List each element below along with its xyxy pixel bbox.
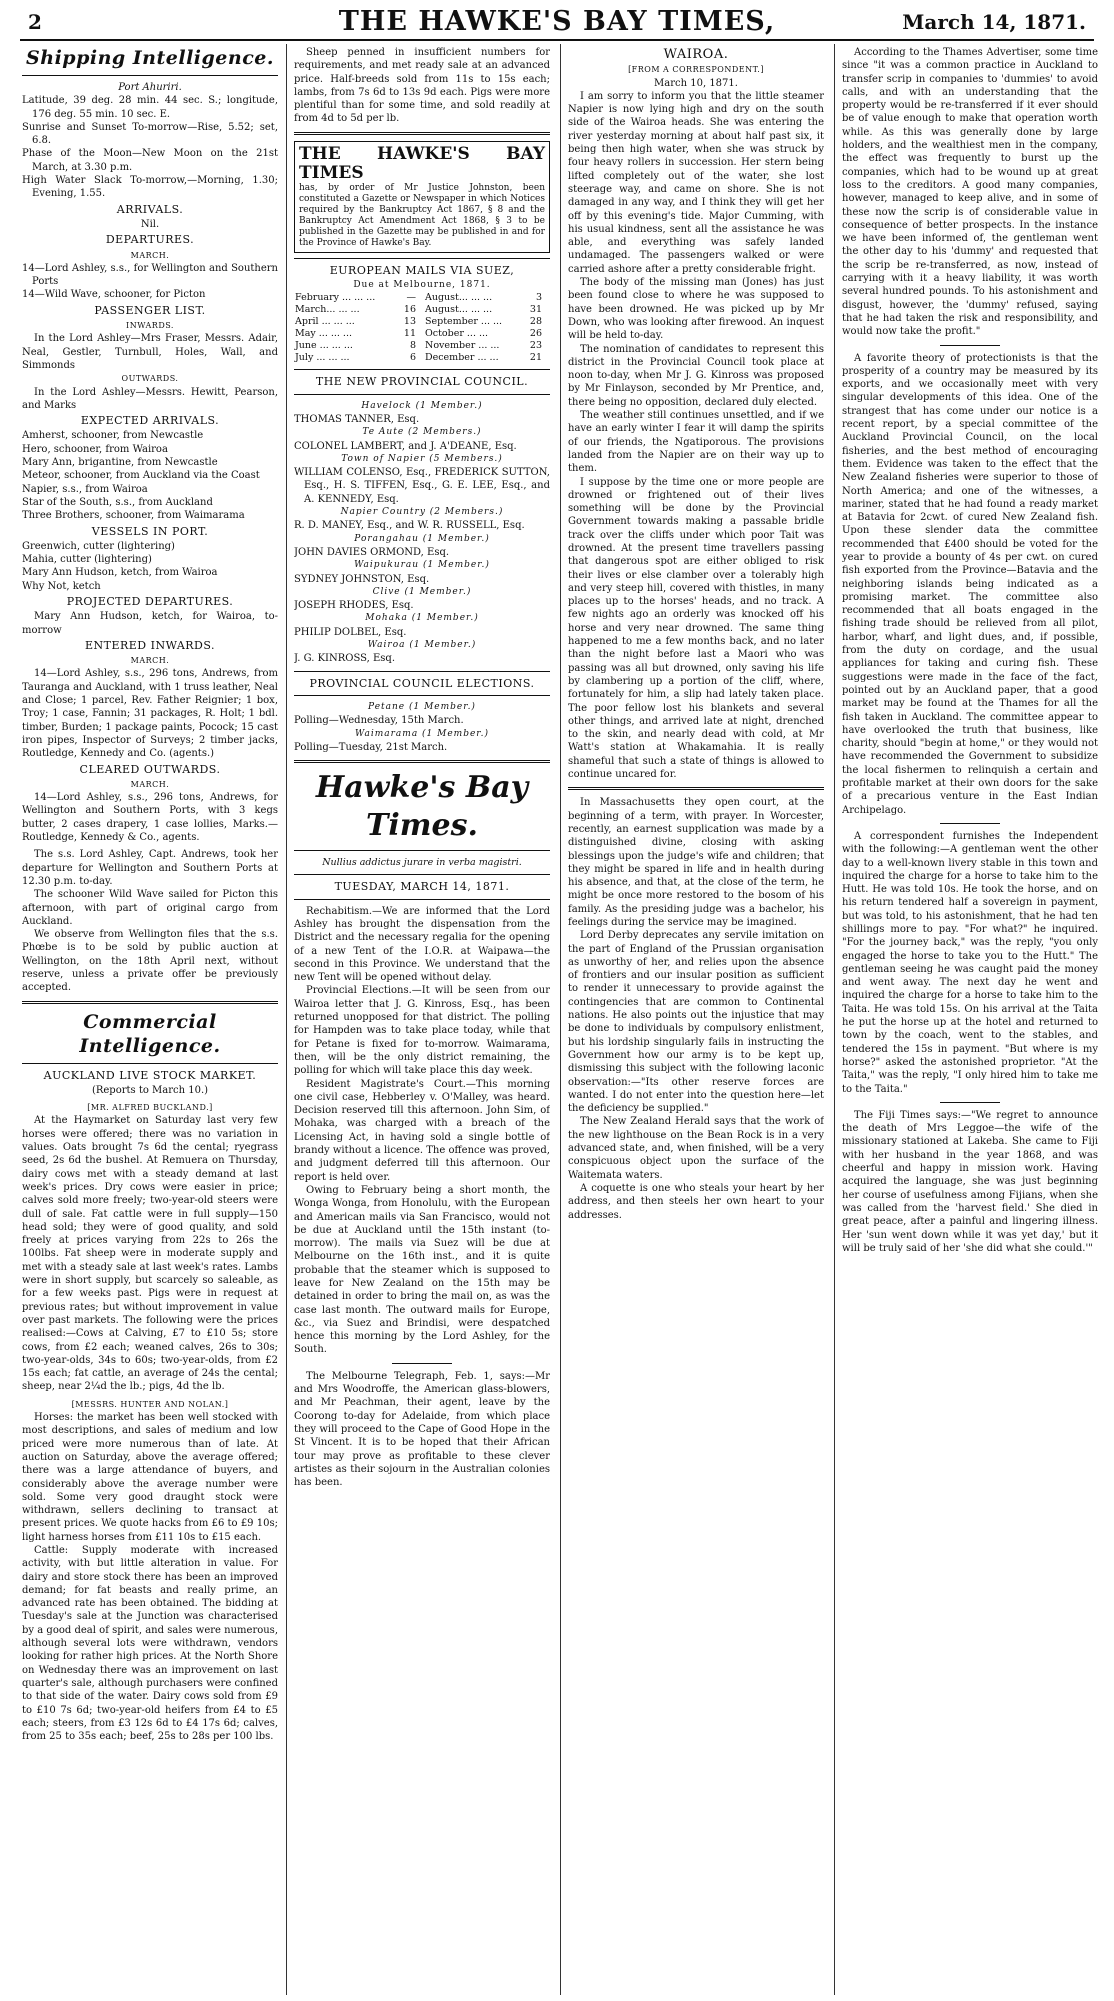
entered-item: 14—Lord Ashley, s.s., 296 tons, Andrews, from Tauranga and Auckland, with 1 truss leather, Neal and Close; 1 parcel, Rev. Father Reignier; 1 box, Troy; 1 case, Fannin; 31 packages, R. Holt; 1 bdl. timber, Burden; 1 package paints, Pocock; 15 cast iron pipes, Inspector of Surveys; 2 timber jacks, Routledge, Kennedy and Co. (agents.): [22, 668, 278, 760]
massachusetts-item: In Massachusetts they open court, at the beginning of a term, with prayer. In Worcester, recently, an earnest supplication was made by a distinguished divine, closing with asking blessings upon the judge's wife and children; that they might be spared in life and in health during his absence, and that, at the close of the term, he might be once more restored to the bosom of his family. As the presiding judge was a bachelor, his feelings during the service may be imagined.: [568, 797, 824, 928]
election-district: Waimarama (1 Member.): [355, 728, 489, 739]
hunter-horses: Horses: the market has been well stocked with most descriptions, and sales of medium and low priced were more numerous than of late. At auction on Saturday, above the average offered; there was a large attendance of buyers, and considerably above the average number were sold. Some very good draught stock were withdrawn, sellers declining to transact at present prices. We quote hacks from £6 to £9 10s; light harness horses from £11 10s to £15 each.: [22, 1412, 278, 1543]
newspaper-title: THE HAWKE'S BAY TIMES,: [338, 6, 776, 37]
arrivals-nil: Nil.: [140, 218, 160, 230]
gazette-notice-title: THE HAWKE'S BAY TIMES: [299, 143, 545, 183]
issue-date: March 14, 1871.: [902, 10, 1086, 34]
table-row: [294, 292, 550, 304]
cleared-heading: CLEARED OUTWARDS.: [79, 762, 221, 776]
paper-motto: Nullius addictus jurare in verba magistri.: [322, 857, 522, 869]
divider: [940, 345, 1000, 346]
divider: [568, 787, 824, 790]
election-polling: Polling—Wednesday, 15th March.: [294, 715, 464, 727]
month-label: MARCH.: [130, 250, 170, 260]
mail-day: —: [406, 292, 416, 304]
council-district: Waipukurau (1 Member.): [354, 560, 490, 571]
mail-month: May ... ... ...: [295, 328, 352, 340]
council-member: WILLIAM COLENSO, Esq., FREDERICK SUTTON, Esq., H. S. TIFFEN, Esq., G. E. LEE, Esq., and A. KENNEDY, Esq.: [294, 467, 550, 505]
passenger-heading: PASSENGER LIST.: [94, 303, 206, 317]
divider: [940, 823, 1000, 824]
mail-day: 6: [409, 352, 416, 364]
council-district: Clive (1 Member.): [372, 586, 472, 597]
council-district: Mohaka (1 Member.): [365, 613, 479, 624]
gazette-notice-body: has, by order of Mr Justice Johnston, been constituted a Gazette or Newspaper in which Notices required by the Bankruptcy Act 1867, § 8 and the Bankruptcy Act Amendment Act 1868, § 3 to be published in the Gazette may be published in and for the Province of Hawke's Bay.: [299, 182, 545, 248]
mails-subheading: Due at Melbourne, 1871.: [353, 280, 491, 291]
vessel-item: Mary Ann Hudson, ketch, from Wairoa: [22, 567, 218, 579]
table-row: [294, 316, 550, 328]
mail-month: July ... ... ...: [295, 352, 350, 364]
livery-item: A correspondent furnishes the Independent with the following:—A gentleman went the other day to a well-known livery stable in this town and inquired the charge for a horse to take him to the Hutt. He was told 10s. He took the horse, and on his return tendered half a sovereign in payment, but was told, to his astonishment, that he had ten shillings more to pay. "For what?" he inquired. "For the journey back," was the reply, "you only engaged the horse to take you to the Hutt." The gentleman seeing he was caught paid the money and went away. The next day he went and inquired the charge for a horse to take him to the Taita. He was told 15s. On his arrival at the Taita he put the horse up at the hotel and returned to town by the coach, went to the stables, and tendered the 15s in payment. "But where is my horse?" asked the astonished proprietor. "At the Taita," was the reply, "I only hired him to take me to the Taita.": [842, 830, 1098, 1095]
passengers-inwards: In the Lord Ashley—Mrs Fraser, Messrs. Adair, Neal, Gestler, Turnbull, Holes, Wall, and Simmonds: [22, 333, 278, 371]
council-member: THOMAS TANNER, Esq.: [294, 413, 420, 425]
council-district: Napier Country (2 Members.): [340, 507, 504, 518]
fisheries-item: A favorite theory of protectionists is that the prosperity of a country may be measured by its exports, and we occasionally meet with very singular developments of this idea. One of the strangest that has come under our notice is a recent report, by a special committee of the Auckland Provincial Council, on the local fisheries, and the best method of encouraging them. Evidence was taken to the effect that the New Zealand fisheries were superior to those of North America; and one of the witnesses, a mariner, stated that he had found a ready market at Batavia for 2cwt. of cured New Zealand fish. Upon these slender data the committee recommended that £400 should be voted for the year to provide a bounty of 4s per cwt. on cured fish exported from the Province—Batavia and the neighboring islands being indicated as a promising market. The committee also recommended that all boats engaged in the fishing trade should be relieved from all pilot, harbor, wharf, and light dues, and, if possible, from the duty on cordage, and the usual appliances for taking and curing fish. These suggestions were made in the face of the fact, pointed out by an Auckland paper, that a good market may be found at the Thames for all the fish taken in Auckland. The committee appear to have overlooked the truth that business, like charity, should "begin at home," or they would not have recommended the Government to subsidize the local fishermen to relinquish a certain and profitable market at their own doors for the sake of a precarious venture in the East Indian Archipelago.: [842, 352, 1098, 816]
elections-item: Provincial Elections.—It will be seen from our Wairoa letter that J. G. Kinross, Esq., has been returned unopposed for that district. The polling for Hampden was to take place today, while that for Petane is fixed for to-morrow. Waimarama, then, will be the only district remaining, the polling for which will take place this day week.: [294, 985, 550, 1077]
council-district: Wairoa (1 Member.): [367, 640, 477, 651]
inwards-label: INWARDS.: [126, 321, 174, 331]
shipping-heading: Shipping Intelligence.: [26, 47, 274, 69]
expected-item: Meteor, schooner, from Auckland via the Coast: [22, 470, 260, 482]
correspondent-label: [FROM A CORRESPONDENT.]: [628, 65, 764, 75]
month-label: MARCH.: [130, 656, 170, 666]
divider: [294, 695, 550, 696]
mail-day: 23: [529, 340, 542, 352]
mail-month: June ... ... ...: [295, 340, 353, 352]
mail-day: 3: [535, 292, 542, 304]
masthead-rule: [20, 39, 1094, 41]
departure-item: 14—Wild Wave, schooner, for Picton: [22, 289, 206, 301]
expected-item: Hero, schooner, from Wairoa: [22, 443, 168, 455]
buckland-report: At the Haymarket on Saturday last very few horses were offered; there was no variation in values. Oats brought 7s 6d the cental; ryegrass seed, 2s 6d the bushel. At Remuera on Thursday, dairy cows met with a steady demand at last week's prices. Dry cows were easier in price; calves sold more freely; two-year-old steers were dull of sale. Fat cattle were in full supply—150 head sold; they were of good quality, and sold freely at prices varying from 22s to 26s the 100lbs. Fat sheep were in moderate supply and met with a steady sale at last week's rates. Lambs were in short supply, but scarcely so saleable, as for a few weeks past. Pigs were in request at previous rates; but without improvement in value over past markets. The following were the prices realised:—Cows at Calving, £7 to £10 5s; store cows, from £2 each; weaned calves, 26s to 30s; two-year-olds, 34s to 60s; two-year-olds, from £2 15s each; fat cattle, an average of 24s the cental; sheep, near 2¼d the lb.; pigs, 4d the lb.: [22, 1115, 278, 1393]
table-row: [294, 328, 550, 340]
vessels-heading: VESSELS IN PORT.: [91, 524, 209, 538]
mail-month: April ... ... ...: [295, 316, 355, 328]
council-member: JOSEPH RHODES, Esq.: [294, 600, 414, 612]
council-district: Porangahau (1 Member.): [354, 533, 490, 544]
gazette-notice: [294, 141, 550, 253]
moon-phase-text: Phase of the Moon—New Moon on the 21st March, at 3.30 p.m.: [22, 148, 278, 173]
council-district: Te Aute (2 Members.): [362, 427, 482, 438]
vessel-item: Mahia, cutter (lightering): [22, 554, 152, 566]
divider: [294, 760, 550, 763]
expected-heading: EXPECTED ARRIVALS.: [80, 414, 220, 428]
table-row: [294, 352, 550, 364]
mail-day: 11: [403, 328, 416, 340]
column-divider: [286, 44, 287, 1995]
coquette-item: A coquette is one who steals your heart by her address, and then steels her own heart to your addresses.: [568, 1182, 824, 1221]
fiji-item: The Fiji Times says:—"We regret to announce the death of Mrs Leggoe—the wife of the missionary stationed at Lakeba. She came to Fiji with her husband in the year 1868, and was cheerful and happy in mission work. Having acquired the language, she was just beginning her course of usefulness among Fijians, when she was called from the 'harvest field.' She died in great peace, after a painful and lingering illness. Her 'sun went down while it was yet day,' but it will be truly said of her 'she did what she could.'": [842, 1109, 1098, 1254]
hunter-heading: [MESSRS. HUNTER AND NOLAN.]: [71, 1399, 229, 1409]
mail-day: 13: [403, 316, 416, 328]
hunter-cattle: Cattle: Supply moderate with increased activity, with but little alteration in value. For dairy and store stock there has been an improved demand; for fat beasts and really prime, an advanced rate has been obtained. The bidding at Tuesday's sale at the Junction was characterised by a good deal of spirit, and sales were numerous, although several lots were withdrawn, vendors looking for rather high prices. At the North Shore on Wednesday there was an improvement on last quarter's sale, although purchasers were confined to that side of the water. Dairy cows sold from £9 to £10 7s 6d; two-year-old heifers from £4 to £5 each; steers, from £3 12s 6d to £4 17s 6d; calves, from 25 to 35s each; beef, 25s to 28s per 100 lbs.: [22, 1544, 278, 1743]
divider: [22, 1001, 278, 1004]
mail-day: 8: [409, 340, 416, 352]
mail-day: 26: [529, 328, 542, 340]
divider: [294, 899, 550, 900]
shipping-note: The s.s. Lord Ashley, Capt. Andrews, took her departure for Wellington and Southern Ports at 12.30 p.m. to-day.: [22, 849, 278, 887]
mails-heading: EUROPEAN MAILS VIA SUEZ,: [329, 263, 515, 277]
shipping-note: We observe from Wellington files that the s.s. Phœbe is to be sold by public auction at Wellington, on the 18th April next, without reserve, unless a private offer be previously accepted.: [22, 929, 278, 994]
divider: [940, 1102, 1000, 1103]
projected-item: Mary Ann Hudson, ketch, for Wairoa, to-morrow: [22, 611, 278, 636]
election-district: Petane (1 Member.): [368, 701, 476, 712]
table-row: [294, 340, 550, 352]
council-member: R. D. MANEY, Esq., and W. R. RUSSELL, Esq.: [294, 520, 525, 532]
page-number: 2: [28, 10, 42, 34]
vessel-item: Why Not, ketch: [22, 580, 101, 592]
elections-heading: PROVINCIAL COUNCIL ELECTIONS.: [309, 676, 535, 690]
sunrise-text: Sunrise and Sunset To-morrow—Rise, 5.52; set, 6.8.: [22, 121, 278, 147]
wairoa-heading: WAIROA.: [663, 47, 729, 62]
council-heading: THE NEW PROVINCIAL COUNCIL.: [315, 375, 529, 389]
lighthouse-item: The New Zealand Herald says that the work of the new lighthouse on the Bean Rock is in a very advanced state, and, when finished, will be a very conspicuous object upon the surface of the Waitemata waters.: [568, 1116, 824, 1181]
column-divider: [560, 44, 561, 1995]
divider: [294, 132, 550, 135]
mail-day: 28: [529, 316, 542, 328]
expected-item: Three Brothers, schooner, from Waimarama: [22, 510, 245, 522]
rechabitism-item: Rechabitism.—We are informed that the Lord Ashley has brought the dispensation from the District and the necessary regalia for the opening of a new Tent of the I.O.R. at Waipawa—the second in this Province. We understand that the new Tent will be opened without delay.: [294, 905, 550, 984]
column-4: [842, 46, 1098, 1993]
departure-item: 14—Lord Ashley, s.s., for Wellington and Southern Ports: [22, 262, 278, 288]
expected-item: Star of the South, s.s., from Auckland: [22, 496, 213, 508]
mail-month: March... ... ...: [295, 304, 360, 316]
divider: [22, 75, 278, 76]
livestock-heading: AUCKLAND LIVE STOCK MARKET.: [43, 1068, 257, 1082]
council-member: SYDNEY JOHNSTON, Esq.: [294, 573, 430, 585]
council-member: PHILIP DOLBEL, Esq.: [294, 626, 407, 638]
mail-month: February ... ... ...: [295, 292, 376, 304]
mails-item: Owing to February being a short month, the Wonga Wonga, from Honolulu, with the European and American mails via San Francisco, would not be due at Auckland until the 15th instant (to-morrow). The mails via Suez will be due at Melbourne on the 16th inst., and it is quite probable that the steamer which is supposed to leave for New Zealand on the 15th may be detained in order to bring the mail on, as was the case last month. The outward mails for Europe, &c., via Suez and Brindisi, were despatched hence this morning by the Lord Ashley, for the South.: [294, 1184, 550, 1356]
lord-derby-item: Lord Derby deprecates any servile imitation on the part of England of the Prussian organisation as unworthy of her, and relies upon the absence of frontiers and our insular position as sufficient to render it unnecessary to provide against the contingencies that are common to Continental nations. He also points out the injustice that may be done to individuals by compulsory enlistment, but his lordship singularly fails in instructing the Government how our army is to be kept up, dismissing this subject with the following laconic observation:—"Its other reserve forces are wanted. I do not enter into the question here—let the deficiency be supplied.": [568, 930, 824, 1115]
wairoa-paragraph: The weather still continues unsettled, and if we have an early winter I fear it will damp the spirits of our friends, the Ngatiporous. The provisions landed from the Napier are on their way up to them.: [568, 410, 824, 475]
council-member: COLONEL LAMBERT, and J. A'DEANE, Esq.: [294, 440, 517, 452]
vessel-item: Greenwich, cutter (lightering): [22, 540, 175, 552]
commercial-heading: Commercial Intelligence.: [79, 1010, 221, 1057]
passengers-outwards: In the Lord Ashley—Messrs. Hewitt, Pearson, and Marks: [22, 386, 278, 411]
expected-item: Mary Ann, brigantine, from Newcastle: [22, 457, 218, 469]
divider: [22, 1063, 278, 1064]
column-3: [568, 46, 824, 1993]
telegraph-item: The Melbourne Telegraph, Feb. 1, says:—Mr and Mrs Woodroffe, the American glass-blowers, and Mr Peachman, their agent, leave by the Coorong to-day for Adelaide, from which place they will proceed to the Cape of Good Hope in the St Vincent. It is to be hoped that their African tour may prove as profitable to these clever artistes as their sojourn in the Australian colonies has been.: [294, 1370, 550, 1489]
wairoa-paragraph: The body of the missing man (Jones) has just been found close to where he was supposed to have been drowned. He was picked up by Mr Down, who was looking after firewood. An inquest will be held to-day.: [568, 277, 824, 342]
divider: [294, 850, 550, 851]
month-label: MARCH.: [130, 779, 170, 789]
projected-heading: PROJECTED DEPARTURES.: [66, 594, 234, 608]
mail-month: September ... ...: [425, 316, 503, 328]
divider: [392, 1363, 452, 1364]
mail-day: 31: [529, 304, 542, 316]
divider: [294, 258, 550, 259]
council-district: Town of Napier (5 Members.): [341, 453, 503, 464]
mail-month: December ... ...: [425, 352, 499, 364]
council-district: Havelock (1 Member.): [361, 400, 483, 411]
wairoa-paragraph: The nomination of candidates to represent this district in the Provincial Council took place at noon to-day, when Mr J. G. Kinross was proposed by Mr Finlayson, seconded by Mr Prentice, and, there being no opposition, declared duly elected.: [568, 343, 824, 408]
council-member: J. G. KINROSS, Esq.: [294, 653, 396, 665]
arrivals-heading: ARRIVALS.: [116, 202, 184, 216]
wairoa-paragraph: I am sorry to inform you that the little steamer Napier is now lying high and dry on the south side of the Wairoa heads. She was entering the river yesterday morning at about half past six, it being then high water, when she was struck by four heavy rollers in succession. Her stern being lifted completely out of the water, she lost steerage way, and came on shore. She is not damaged in any way, and I think they will get her off by this evening's tide. Major Cumming, with his usual kindness, sent all the assistance he was able, and everything was safely landed undamaged. The passengers walked or were carried ashore after a pretty considerable fright.: [568, 90, 824, 275]
entered-heading: ENTERED INWARDS.: [84, 638, 216, 652]
election-polling: Polling—Tuesday, 21st March.: [294, 741, 448, 753]
thames-item: According to the Thames Advertiser, some time since "it was a common practice in Auckland to transfer scrip in companies to 'dummies' to avoid calls, and with an understanding that the property would be re-transferred if it ever should be of value enough to make that operation worth while. As this was generally done by large holders, and the wealthiest men in the company, the effect was frequently to burst up the companies, which had to be wound up at great loss to the creditors. A good many companies, however, managed to keep alive, and in some of these now the scrip is of considerable value in consequence of better prospects. In the instance we have been informed of, the gentleman went the other day to his 'dummy' and requested that the scrip be re-transferred, as now, instead of carrying with it a heavy liability, it was worth several hundred pounds. To his astonishment and disgust, however, the 'dummy' refused, saying that he had taken the risk and responsibility, and would now take the profit.": [842, 47, 1098, 338]
departures-heading: DEPARTURES.: [105, 233, 195, 247]
column-divider: [834, 44, 835, 1995]
magistrate-item: Resident Magistrate's Court.—This morning one civil case, Hebberley v. O'Malley, was heard. Decision reserved till this afternoon. John Sim, of Mohaka, was charged with a breach of the Licensing Act, in having sold a single bottle of brandy without a licence. The offence was proved, and judgment deferred till this afternoon. Our report is held over.: [294, 1078, 550, 1183]
mail-month: October ... ...: [425, 328, 489, 340]
council-member: JOHN DAVIES ORMOND, Esq.: [294, 546, 450, 558]
outwards-label: OUTWARDS.: [121, 374, 179, 384]
high-water-text: High Water Slack To-morrow,—Morning, 1.30; Evening, 1.55.: [22, 175, 278, 200]
wairoa-paragraph: I suppose by the time one or more people are drowned or frightened out of their lives something will be done by the Provincial Government towards making a passable bridle track over the cliffs under which poor Tait was drowned. At the present time travellers passing that dangerous spot are either obliged to risk their lives or else clamber over a tolerably high and very steep hill, covered with thistles, in many places up to the horses' heads, and no track. A few nights ago an orderly was knocked off his horse and very near drowned. The same thing happened to me a few months back, and no later than the night before last a Maori who was passing was all but drowned, only saving his life by clambering up a portion of the cliff, where, fortunately for him, a slip had lately taken place. The poor fellow lost his blankets and several other things, and arrived late at night, drenched to the skin, and nearly dead with cold, at Mr Watt's station at Whakamahia. It is really shameful that such a state of things is allowed to continue uncared for.: [568, 476, 824, 781]
divider: [294, 874, 550, 875]
reports-date: (Reports to March 10.): [91, 1084, 209, 1096]
masthead: [0, 0, 1114, 40]
mail-day: 16: [403, 304, 416, 316]
divider: [294, 394, 550, 395]
mail-month: November ... ...: [425, 340, 500, 352]
editorial-dateline: TUESDAY, MARCH 14, 1871.: [334, 880, 510, 894]
column-1: [22, 46, 278, 1993]
mail-month: August... ... ...: [425, 304, 493, 316]
sheep-report: Sheep penned in insufficient numbers for requirements, and met ready sale at an advanced price. Half-breeds sold from 11s to 15s each; lambs, from 7s 6d to 13s 9d each. Pigs were more plentiful than for some time, and sold readily at from 4d to 5d per lb.: [294, 47, 550, 125]
buckland-heading: [MR. ALFRED BUCKLAND.]: [87, 1103, 213, 1113]
expected-item: Napier, s.s., from Wairoa: [22, 483, 148, 495]
expected-item: Amherst, schooner, from Newcastle: [22, 430, 204, 442]
divider: [294, 671, 550, 672]
mail-month: August... ... ...: [425, 292, 493, 304]
divider: [294, 369, 550, 370]
paper-nameplate: Hawke's Bay Times.: [315, 770, 529, 844]
port-name: Port Ahuriri.: [118, 82, 182, 93]
cleared-item: 14—Lord Ashley, s.s., 296 tons, Andrews, for Wellington and Southern Ports, with 3 kegs butter, 2 cases drapery, 1 case lollies, Marks.—Routledge, Kennedy & Co., agents.: [22, 792, 278, 844]
mail-day: 21: [529, 352, 542, 364]
column-2: [294, 46, 550, 1993]
shipping-note: The schooner Wild Wave sailed for Picton this afternoon, with part of original cargo from Auckland.: [22, 889, 278, 927]
table-row: [294, 304, 550, 316]
mails-table: [294, 292, 550, 364]
wairoa-date: March 10, 1871.: [654, 77, 738, 89]
latitude-text: Latitude, 39 deg. 28 min. 44 sec. S.; longitude, 176 deg. 55 min. 10 sec. E.: [22, 95, 278, 120]
